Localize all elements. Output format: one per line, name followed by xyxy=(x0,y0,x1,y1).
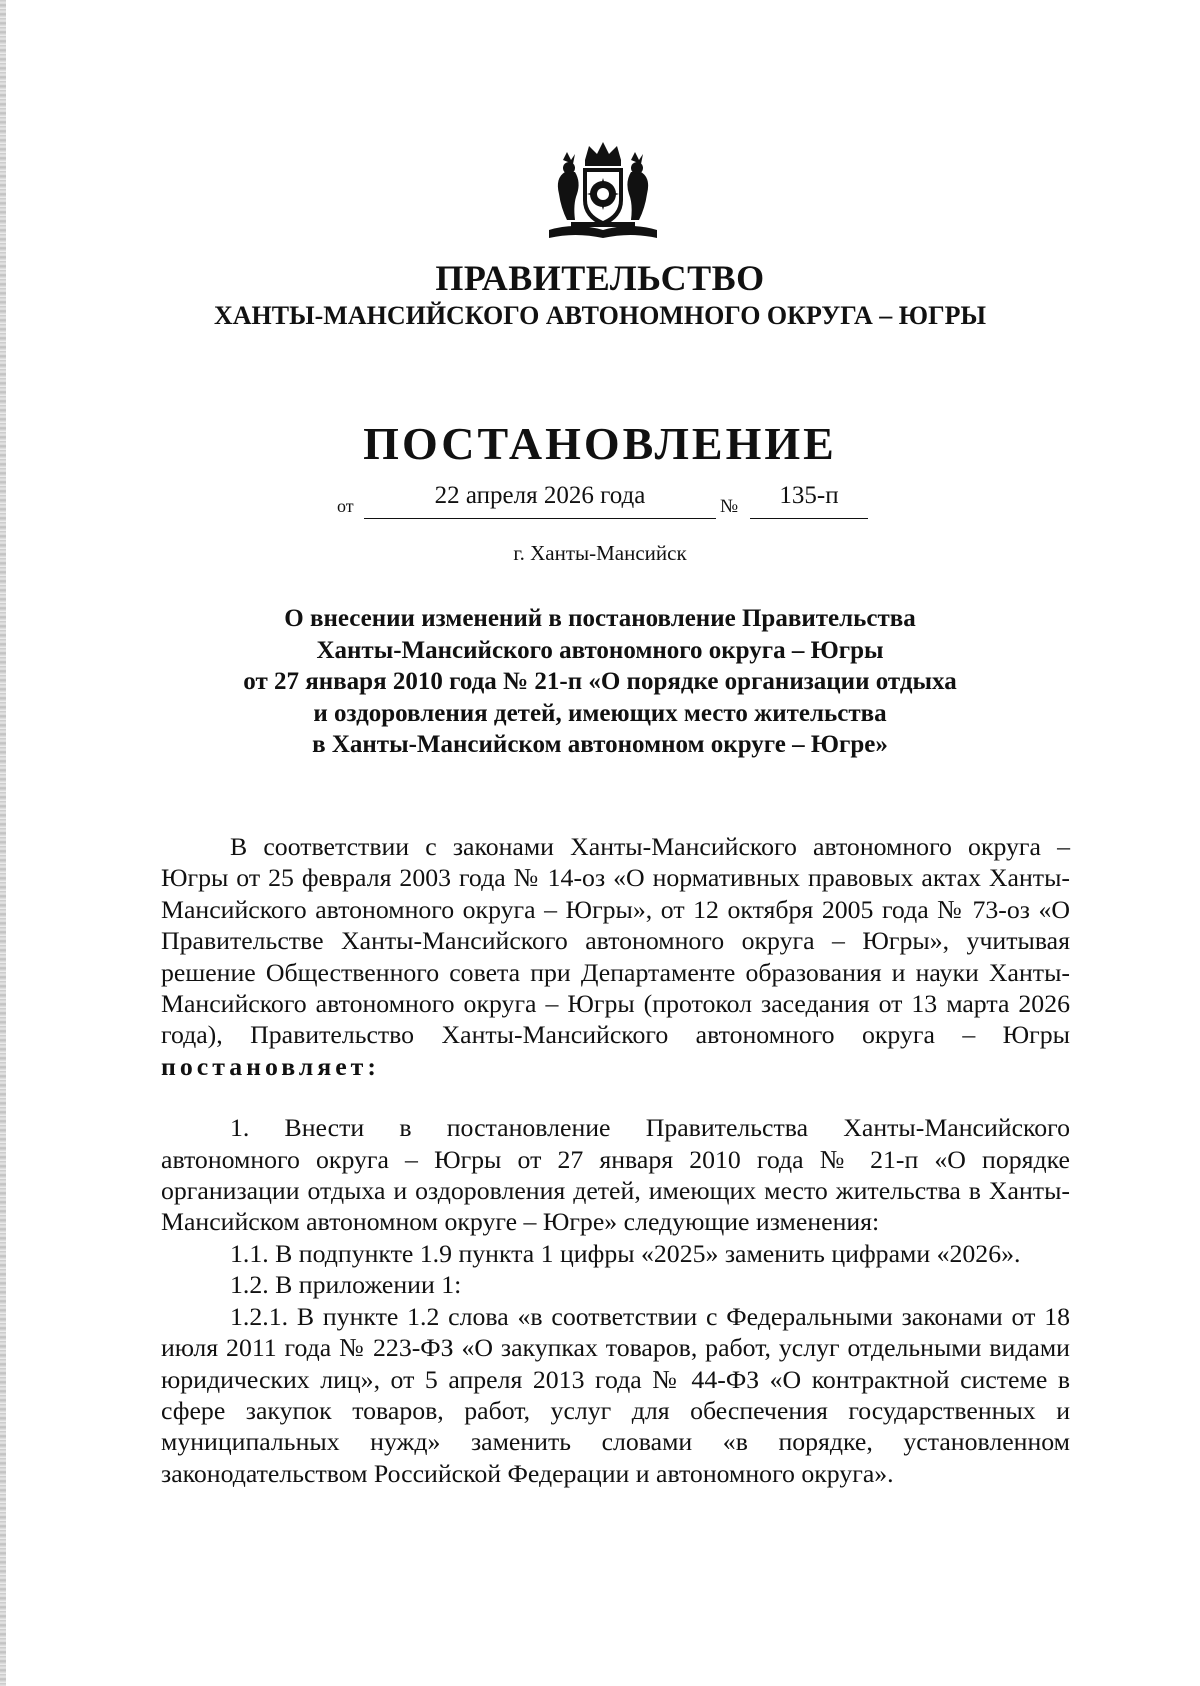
government-title: ПРАВИТЕЛЬСТВО xyxy=(435,258,765,298)
clause-1-2: 1.2. В приложении 1: xyxy=(230,1270,462,1300)
number-underline xyxy=(750,518,868,519)
document-heading xyxy=(160,603,1040,761)
scan-edge xyxy=(0,0,6,1686)
heading-line: от 27 января 2010 года № 21-п «О порядке организации отдыха xyxy=(243,668,957,695)
number-label: № xyxy=(720,496,739,517)
clause-1-2-1: 1.2.1. В пункте 1.2 слова «в соответствии с Федеральными законами от 18 июля 2011 года № 223-ФЗ «О закупках товаров, работ, услуг отдельными видами юридических лиц», от 5 апреля 2013 года № 44-ФЗ «О контрактной системе в сфере закупок товаров, работ, услуг для обеспечения государственных и муниципальных нужд» заменить словами «в порядке, установленном законодательством Российской Федерации и автономного округа». xyxy=(161,1301,1070,1488)
document-date: 22 апреля 2026 года xyxy=(434,482,646,509)
heading-line: в Ханты-Мансийском автономном округе – Югре» xyxy=(312,731,888,758)
resolves-word: постановляет: xyxy=(161,1051,380,1081)
date-number-row xyxy=(0,480,1200,524)
clause-1: 1. Внести в постановление Правительства Ханты-Мансийского автономного округа – Югры от 27 января 2010 года № 21-п «О порядке организации отдыха и оздоровления детей, имеющих место жительства в Ханты-Мансийском автономном округе – Югре» следующие изменения: xyxy=(161,1113,1070,1237)
heading-line: Ханты-Мансийского автономного округа – Югры xyxy=(316,636,884,664)
preamble-paragraph xyxy=(161,831,1070,1082)
heading-line: О внесении изменений в постановление Правительства xyxy=(284,605,916,632)
region-title: ХАНТЫ-МАНСИЙСКОГО АВТОНОМНОГО ОКРУГА – ЮГРЫ xyxy=(213,301,987,330)
document-type: ПОСТАНОВЛЕНИЕ xyxy=(363,418,837,469)
coat-of-arms-icon xyxy=(545,138,661,242)
paragraph-gap xyxy=(161,1082,1070,1112)
clause-1-1: 1.1. В подпункте 1.9 пункта 1 цифры «2025» заменить цифрами «2026». xyxy=(230,1238,1021,1268)
document-number: 135-п xyxy=(779,482,839,509)
document-body xyxy=(161,831,1070,1489)
date-label: от xyxy=(337,496,354,516)
date-underline xyxy=(364,518,716,519)
preamble-text: В соответствии с законами Ханты-Мансийского автономного округа – Югры от 25 февраля 2003 года № 14-оз «О нормативных правовых актах Ханты-Мансийского автономного округа – Югры», от 12 октября 2005 года № 73-оз «О Правительстве Ханты-Мансийского автономного округа – Югры», учитывая решение Общественного совета при Департаменте образования и науки Ханты-Мансийского автономного округа – Югры (протокол заседания от 13 марта 2026 года), Правительство Ханты-Мансийского автономного округа – Югры xyxy=(161,832,1070,1050)
city: г. Ханты-Мансийск xyxy=(513,541,687,565)
heading-line: и оздоровления детей, имеющих место жительства xyxy=(313,699,887,727)
